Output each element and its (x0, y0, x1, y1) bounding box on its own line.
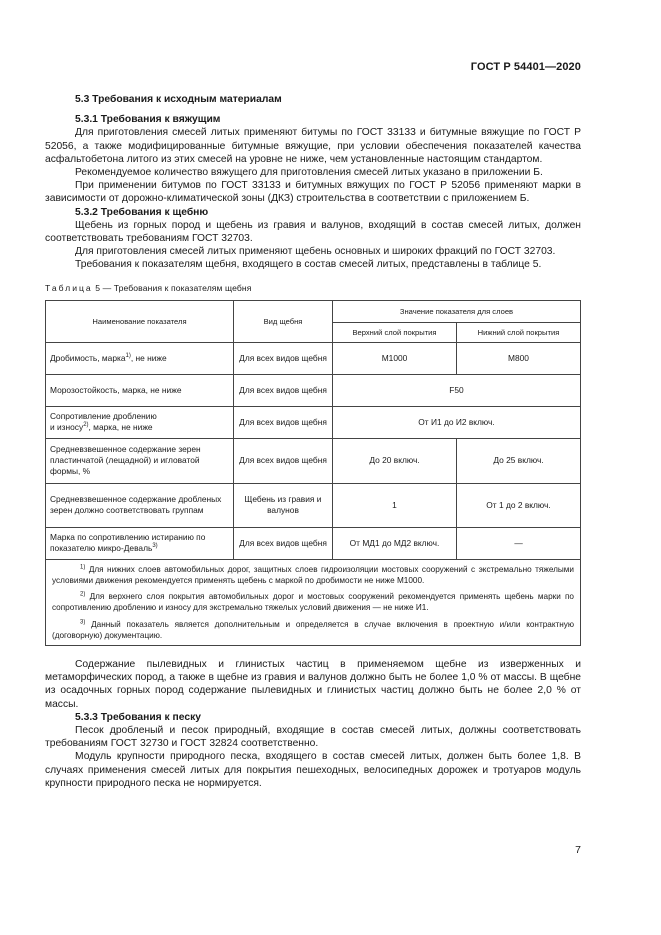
row-name: Дробимость, марка$^{1)}$, не ниже (46, 342, 234, 374)
paragraph: Песок дробленый и песок природный, входящие в состав смесей литых, должны соответствовать требованиям ГОСТ 32730 и ГОСТ 32824 соответственно. (45, 725, 581, 750)
table-notes-row (46, 559, 581, 645)
row-lower-value: — (457, 527, 581, 559)
row-upper-value: 1 (333, 483, 457, 527)
row-type: Для всех видов щебня (234, 527, 333, 559)
paragraph: Требования к показателям щебня, входящего в состав смесей литых, представлены в таблице 5. (75, 259, 542, 271)
row-type: Щебень из гравия и валунов (234, 483, 333, 527)
row-merged-value: F50 (333, 374, 581, 406)
section-5-3-2-title: 5.3.2 Требования к щебню (75, 206, 209, 218)
gravel-requirements-table (45, 300, 581, 646)
header-lower-layer: Нижний слой покрытия (457, 322, 581, 342)
section-5-3-3-title: 5.3.3 Требования к песку (75, 711, 201, 723)
table-row (46, 438, 581, 483)
row-name: Средневзвешенное содержание дробленых зерен должно соответствовать группам (46, 483, 234, 527)
row-name: Марка по сопротивлению истиранию по показателю микро-Деваль$^{3)}$ (46, 527, 234, 559)
section-5-3-1-title: 5.3.1 Требования к вяжущим (75, 114, 221, 126)
paragraph: Для приготовления смесей литых применяют битумы по ГОСТ 33133 и битумные вяжущие по ГОСТ Р 52056, а также модифицированные битумные вяжущие, при условии обеспечения показателей качества асфальтобетона литого из этих смесей на уровне не ниже, чем установленные настоящим стандартом. (45, 127, 581, 165)
row-merged-value: От И1 до И2 включ. (333, 406, 581, 438)
table-row (46, 342, 581, 374)
row-lower-value: До 25 включ. (457, 438, 581, 483)
header-values-group: Значение показателя для слоев (333, 300, 581, 322)
document-number-header: ГОСТ Р 54401—2020 (470, 61, 581, 73)
row-type: Для всех видов щебня (234, 406, 333, 438)
section-5-3-title: 5.3 Требования к исходным материалам (75, 94, 282, 105)
table-row (46, 483, 581, 527)
row-type: Для всех видов щебня (234, 342, 333, 374)
table-caption-text: 5 — Требования к показателям щебня (95, 282, 252, 293)
row-name: Сопротивление дроблению и износу$^{2)}$, марка, не ниже (46, 406, 234, 438)
footnote-3: $^{3)}$ Данный показатель является дополнительным и определяется в случае включения в проектную и/или контрактную (договорную) документацию. (52, 618, 574, 640)
document-body (45, 93, 581, 790)
table-caption (45, 282, 581, 295)
row-lower-value: От 1 до 2 включ. (457, 483, 581, 527)
row-name: Средневзвешенное содержание зерен пластинчатой (лещадной) и игловатой формы, % (46, 438, 234, 483)
row-lower-value: М800 (457, 342, 581, 374)
row-upper-value: М1000 (333, 342, 457, 374)
paragraph: Содержание пылевидных и глинистых частиц в применяемом щебне из изверженных и метаморфических пород, а также в щебне из гравия и валунов должно быть не более 1,0 % от массы. В щебне из осадочных горных пород содержание пылевидных и глинистых частиц должно быть не более 2,0 % от массы. (45, 659, 581, 710)
footnote-1: $^{1)}$ Для нижних слоев автомобильных дорог, защитных слоев гидроизоляции мостовых сооружений с экстремально тяжелыми условиями движения рекомендуется применять щебень с маркой по дробимости не ниже М1000. (52, 564, 574, 586)
paragraph: Щебень из горных пород и щебень из гравия и валунов, входящий в состав смесей литых, должен соответствовать требованиям ГОСТ 32703. (45, 219, 581, 245)
paragraph: Рекомендуемое количество вяжущего для приготовления смесей литых указано в приложении Б. (75, 167, 543, 179)
paragraph: При применении битумов по ГОСТ 33133 и битумных вяжущих по ГОСТ Р 52056 применяют марки в зависимости от дорожно-климатической зоны (ДКЗ) строительства в соответствии с приложением Б. (45, 180, 581, 205)
table-caption-label: Таблица (45, 282, 93, 293)
table-row (46, 406, 581, 438)
row-upper-value: До 20 включ. (333, 438, 457, 483)
footnote-2: $^{2)}$ Для верхнего слоя покрытия автомобильных дорог и мостовых сооружений рекомендуется применять щебень марки по сопротивлению дроблению и износу для экстремально тяжелых условий движения — не ниже И1. (52, 591, 574, 613)
table-row (46, 527, 581, 559)
paragraph: Для приготовления смесей литых применяют щебень основных и широких фракций по ГОСТ 32703. (75, 246, 556, 258)
table-row (46, 374, 581, 406)
row-type: Для всех видов щебня (234, 374, 333, 406)
header-upper-layer: Верхний слой покрытия (333, 322, 457, 342)
header-indicator-name: Наименование показателя (46, 300, 234, 342)
row-upper-value: От МД1 до МД2 включ. (333, 527, 457, 559)
paragraph: Модуль крупности природного песка, входящего в состав смесей литых, должен быть более 1,8. В случаях применения смесей литых для покрытия пешеходных, велосипедных дорожек и тротуаров модуль крупности природного песка не нормируется. (45, 751, 581, 789)
row-type: Для всех видов щебня (234, 438, 333, 483)
page-number: 7 (575, 844, 581, 856)
header-gravel-type: Вид щебня (234, 300, 333, 342)
row-name: Морозостойкость, марка, не ниже (46, 374, 234, 406)
table-notes (46, 559, 581, 645)
